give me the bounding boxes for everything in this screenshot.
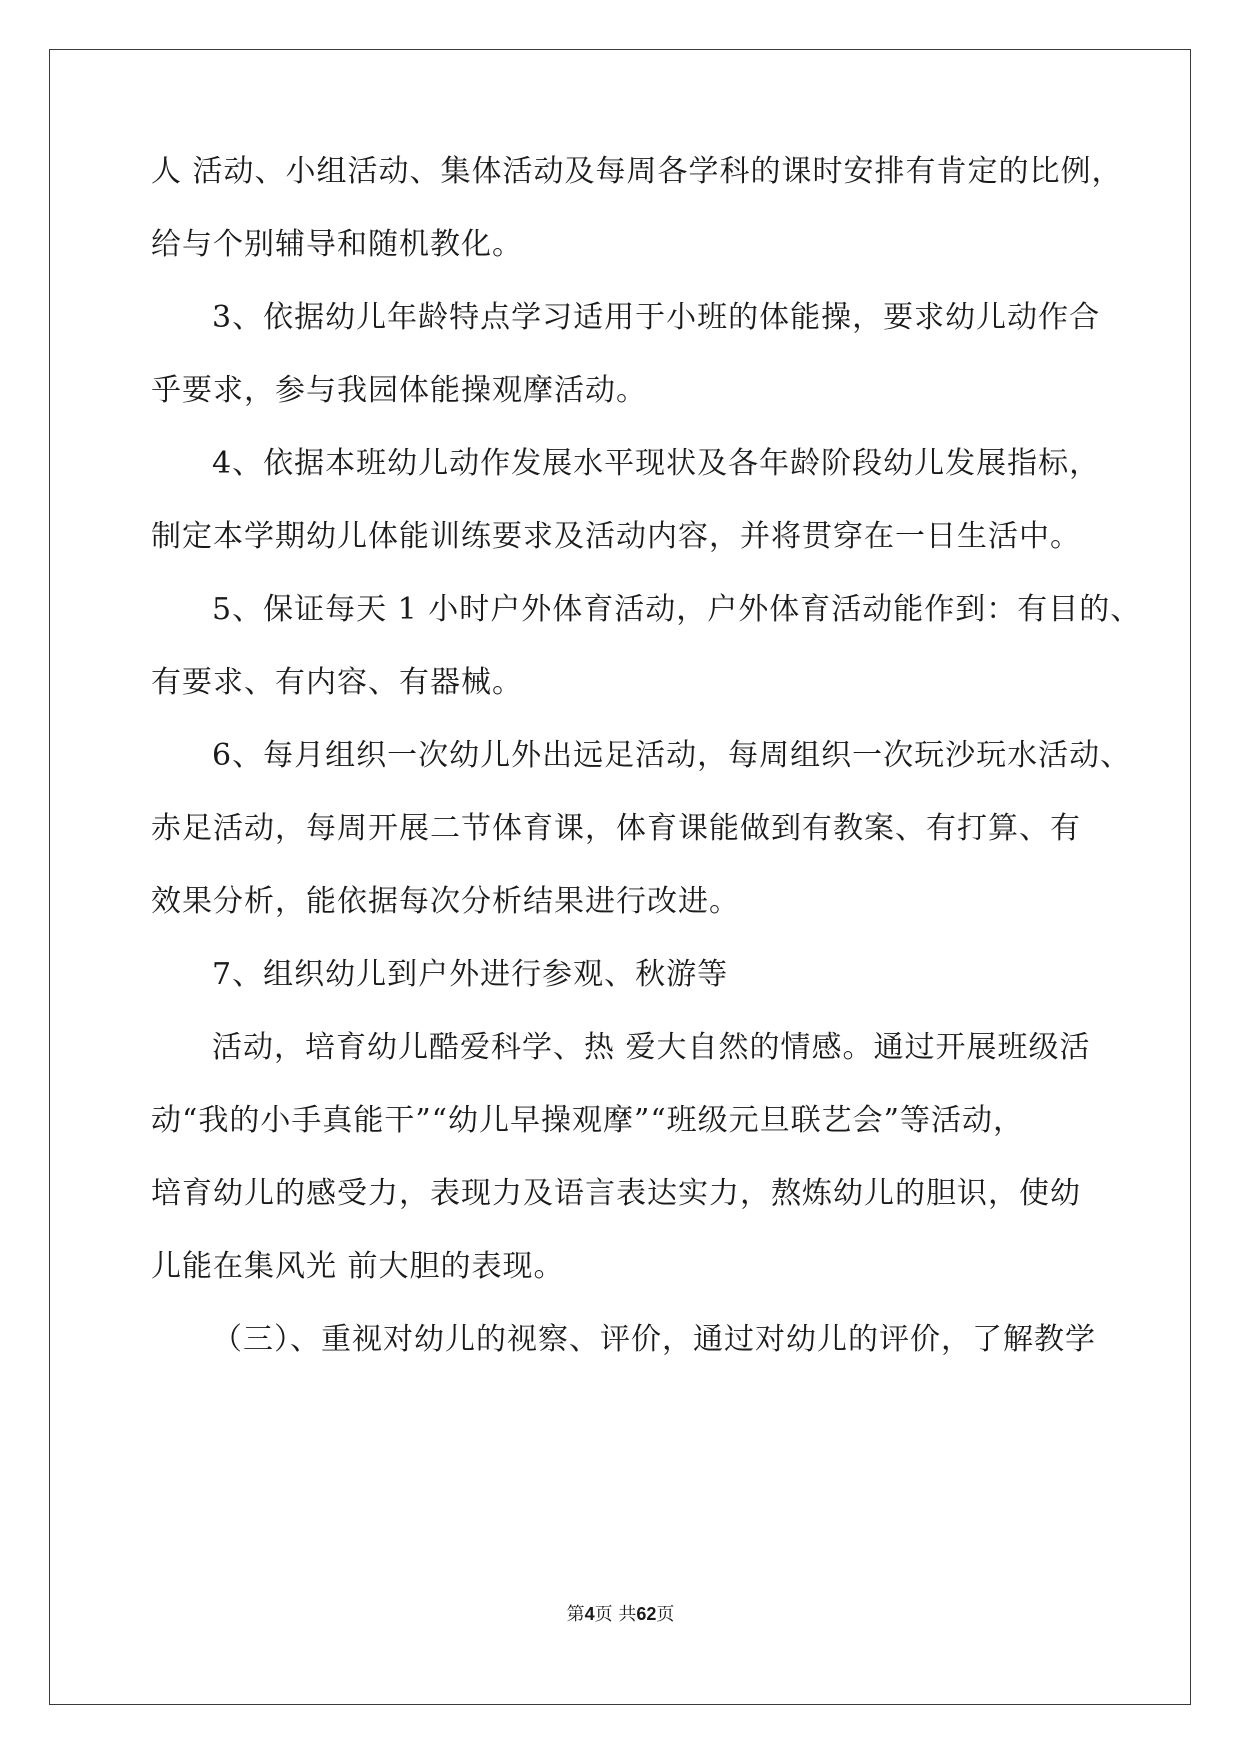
body-line: 7、组织幼儿到户外进行参观、秋游等 [212, 957, 729, 992]
body-line: 人 活动、小组活动、集体活动及每周各学科的课时安排有肯定的比例， [151, 154, 1123, 189]
footer-mid: 页 共 [594, 1604, 637, 1625]
body-line: 3、依据幼儿年龄特点学习适用于小班的体能操，要求幼儿动作合 [212, 300, 1101, 335]
body-line: 有要求、有内容、有器械。 [151, 665, 523, 700]
body-line: 给与个别辅导和随机教化。 [151, 227, 523, 262]
body-line: 儿能在集风光 前大胆的表现。 [151, 1249, 565, 1284]
body-line: 赤足活动，每周开展二节体育课，体育课能做到有教案、有打算、有 [151, 811, 1081, 846]
body-line: （三）、重视对幼儿的视察、评价，通过对幼儿的评价，了解教学 [212, 1322, 1096, 1357]
body-line: 乎要求，参与我园体能操观摩活动。 [151, 373, 647, 408]
body-line: 6、每月组织一次幼儿外出远足活动，每周组织一次玩沙玩水活动、 [212, 738, 1132, 773]
body-line: 活动，培育幼儿酷爱科学、热 爱大自然的情感。通过开展班级活 [212, 1030, 1091, 1065]
footer-prefix: 第 [566, 1604, 585, 1625]
body-line: 培育幼儿的感受力，表现力及语言表达实力，熬炼幼儿的胆识，使幼 [151, 1176, 1081, 1211]
body-line: 动“我的小手真能干”“幼儿早操观摩”“班级元旦联艺会”等活动， [151, 1103, 1025, 1138]
body-line: 制定本学期幼儿体能训练要求及活动内容，并将贯穿在一日生活中。 [151, 519, 1081, 554]
footer-suffix: 页 [656, 1604, 675, 1625]
body-line: 4、依据本班幼儿动作发展水平现状及各年龄阶段幼儿发展指标， [212, 446, 1101, 481]
page-number: 4 [584, 1604, 595, 1624]
body-line: 5、保证每天 1 小时户外体育活动，户外体育活动能作到：有目的、 [212, 592, 1142, 627]
body-line: 效果分析，能依据每次分析结果进行改进。 [151, 884, 740, 919]
page-footer [0, 1600, 1241, 1626]
page-total: 62 [636, 1604, 657, 1624]
